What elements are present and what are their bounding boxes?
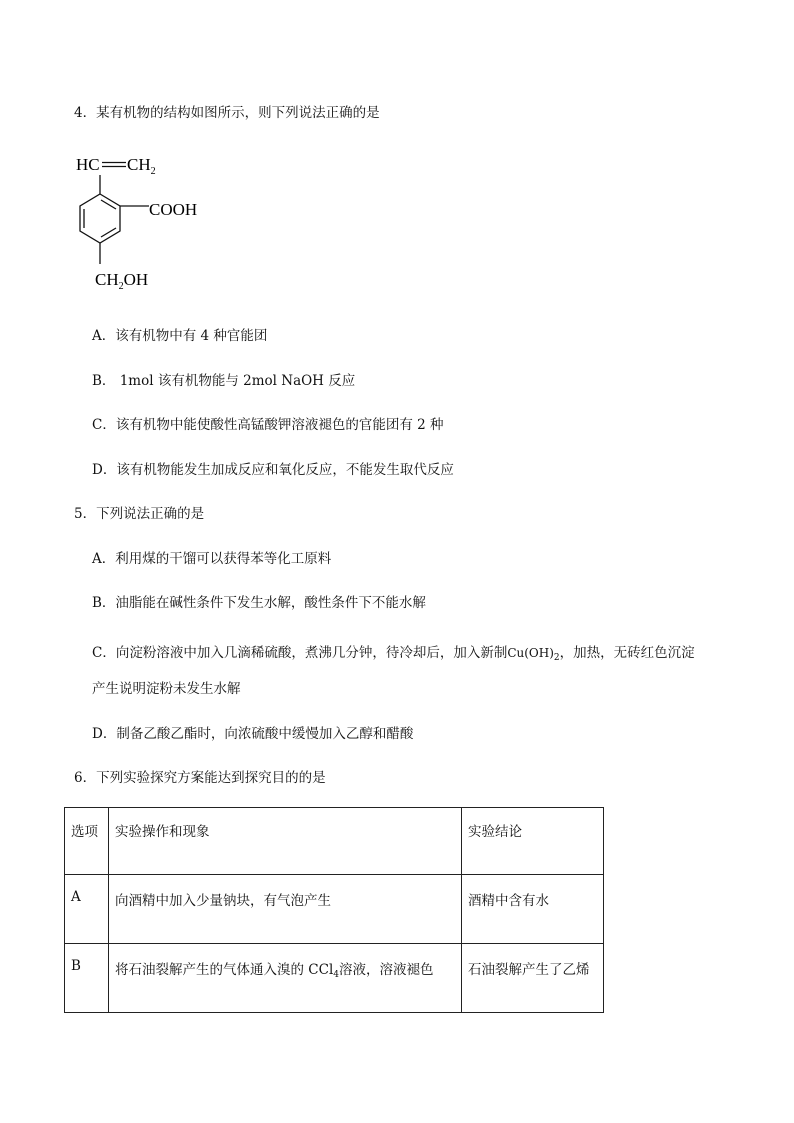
vinyl-ch2-label: $CH_2$ — [127, 155, 156, 177]
question-5-stem: 5．下列说法正确的是 — [74, 506, 205, 522]
question-4-option-d: D．该有机物能发生加成反应和氧化反应，不能发生取代反应 — [92, 462, 454, 478]
question-4-option-c: C．该有机物中能使酸性高锰酸钾溶液褪色的官能团有 2 种 — [92, 417, 444, 433]
question-5-option-d: D．制备乙酸乙酯时，向浓硫酸中缓慢加入乙醇和醋酸 — [92, 726, 414, 742]
question-4-option-a: A．该有机物中有 4 种官能团 — [92, 328, 268, 344]
molecule-structure-figure — [70, 148, 230, 298]
benzene-ring — [80, 194, 120, 243]
table-cell-operation: 将石油裂解产生的气体通入溴的 CCl$_4$溶液，溶液褪色 — [109, 944, 462, 1013]
question-4-stem: 4．某有机物的结构如图所示，则下列说法正确的是 — [74, 105, 380, 121]
table-row — [65, 944, 604, 1013]
table-cell-option: A — [65, 875, 109, 944]
question-5-option-b: B．油脂能在碱性条件下发生水解，酸性条件下不能水解 — [92, 595, 426, 611]
vinyl-hc-label: HC — [76, 155, 100, 174]
table-cell-conclusion: 石油裂解产生了乙烯 — [462, 944, 604, 1013]
table-header-row — [65, 808, 604, 875]
hydroxymethyl-label: $CH_2OH$ — [95, 270, 149, 292]
question-5-option-c-continued: 产生说明淀粉未发生水解 — [92, 681, 241, 697]
copper-hydroxide-formula: $Cu(OH)_2$ — [507, 646, 560, 663]
ring-inner-bond-2 — [101, 200, 116, 209]
ring-inner-bond-3 — [101, 228, 116, 237]
carboxyl-label: COOH — [149, 200, 198, 219]
experiment-table — [64, 807, 604, 1013]
question-6-stem: 6．下列实验探究方案能达到探究目的的是 — [74, 770, 326, 786]
table-header-option: 选项 — [65, 808, 109, 875]
question-5-option-a: A．利用煤的干馏可以获得苯等化工原料 — [92, 551, 332, 567]
table-cell-operation: 向酒精中加入少量钠块，有气泡产生 — [109, 875, 462, 944]
table-cell-conclusion: 酒精中含有水 — [462, 875, 604, 944]
question-4-option-b: B． 1mol 该有机物能与 2mol NaOH 反应 — [92, 373, 356, 389]
table-cell-option: B — [65, 944, 109, 1013]
question-5-option-c: C．向淀粉溶液中加入几滴稀硫酸，煮沸几分钟，待冷却后，加入新制$Cu(OH)_2$，加热，无砖红色沉淀 — [92, 645, 695, 663]
table-header-conclusion: 实验结论 — [462, 808, 604, 875]
table-header-operation: 实验操作和现象 — [109, 808, 462, 875]
table-row — [65, 875, 604, 944]
